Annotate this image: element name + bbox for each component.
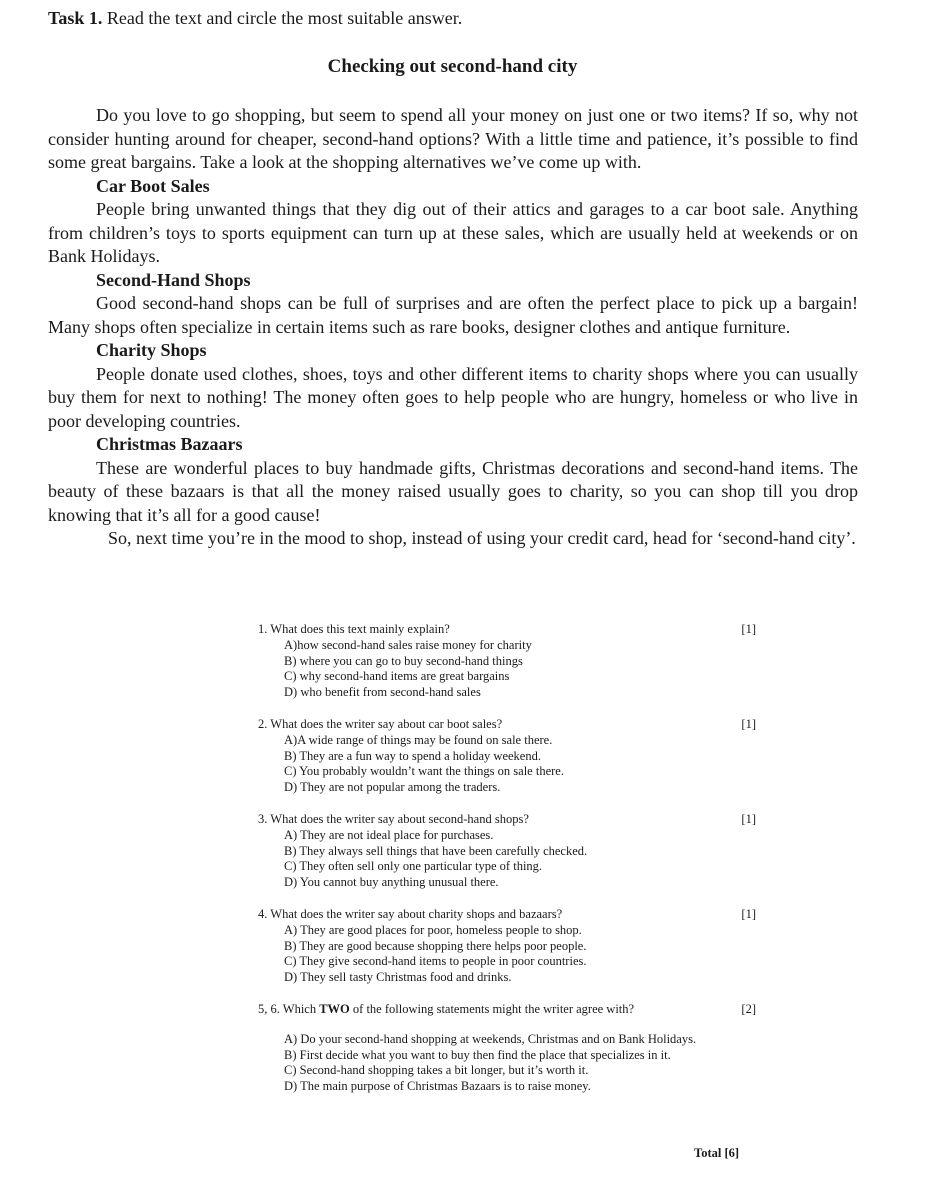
- intro-paragraph: Do you love to go shopping, but seem to spend all your money on just one or two items? If so, why not consider hunting around for cheaper, second-hand options? With a little time and patience, it’s possible to find some great bargains. Take a look at the shopping alternatives we’ve come up with.: [48, 105, 858, 172]
- question-text: 5, 6. Which TWO of the following statements might the writer agree with?: [258, 1001, 635, 1016]
- section-text-second-hand-shops: Good second-hand shops can be full of surprises and are often the perfect place to pick up a bargain! Many shops often specialize in certain items such as rare books, designer clothes and antique furniture.: [48, 293, 858, 337]
- section-text-charity-shops: People donate used clothes, shoes, toys and other different items to charity shops where you can usually buy them for next to nothing! The money often goes to help people who are hungry, homeless or who live in poor developing countries.: [48, 363, 858, 431]
- question-marks: [2]: [741, 1001, 756, 1016]
- article-body: [48, 104, 858, 551]
- answer-option-d[interactable]: D) You cannot buy anything unusual there.: [284, 875, 499, 890]
- answer-option-b[interactable]: B) where you can go to buy second-hand things: [284, 653, 523, 668]
- answer-option-b[interactable]: B) First decide what you want to buy then find the place that specializes in it.: [284, 1047, 671, 1062]
- section-heading-second-hand-shops: Second-Hand Shops: [96, 269, 251, 290]
- question-text: 4. What does the writer say about charity shops and bazaars?: [258, 906, 563, 921]
- answer-option-c[interactable]: C) They often sell only one particular type of thing.: [284, 859, 543, 874]
- question-marks: [1]: [741, 906, 756, 921]
- questions-list: [258, 622, 758, 1111]
- answer-option-b[interactable]: B) They always sell things that have been carefully checked.: [284, 843, 588, 858]
- answer-option-a[interactable]: A)A wide range of things may be found on sale there.: [284, 732, 553, 747]
- answer-option-d[interactable]: D) They are not popular among the traders.: [284, 780, 501, 795]
- section-heading-christmas-bazaars: Christmas Bazaars: [96, 434, 243, 454]
- answer-option-a[interactable]: A) They are not ideal place for purchases.: [284, 827, 494, 842]
- question-text: 3. What does the writer say about second-hand shops?: [258, 811, 529, 826]
- question-5-6: [258, 1002, 758, 1095]
- total-marks: Total [6]: [694, 1146, 740, 1160]
- question-marks: [1]: [741, 622, 756, 636]
- article-title: Checking out second-hand city: [327, 56, 578, 77]
- section-heading-charity-shops: Charity Shops: [96, 340, 207, 360]
- closing-paragraph: So, next time you’re in the mood to shop, instead of using your credit card, head for ‘second-hand city’.: [108, 528, 856, 548]
- section-text-car-boot-sales: People bring unwanted things that they dig out of their attics and garages to a car boot sale. Anything from children’s toys to sports equipment can turn up at these sales, which are usually held at weekends or on Bank Holidays.: [48, 199, 858, 266]
- task-label: Task 1.: [48, 8, 103, 28]
- answer-option-b[interactable]: B) They are good because shopping there helps poor people.: [284, 938, 587, 953]
- answer-option-c[interactable]: C) Second-hand shopping takes a bit longer, but it’s worth it.: [284, 1063, 589, 1078]
- question-emphasis: TWO: [319, 1001, 350, 1016]
- answer-option-b[interactable]: B) They are a fun way to spend a holiday weekend.: [284, 748, 541, 763]
- question-text: 2. What does the writer say about car boot sales?: [258, 716, 503, 731]
- question-2: [258, 717, 758, 796]
- answer-option-c[interactable]: C) why second-hand items are great bargains: [284, 669, 510, 684]
- question-4: [258, 907, 758, 986]
- section-text-christmas-bazaars: These are wonderful places to buy handmade gifts, Christmas decorations and second-hand items. The beauty of these bazaars is that all the money raised usually goes to charity, so you can shop till you drop knowing that it’s all for a good cause!: [48, 457, 858, 525]
- answer-option-d[interactable]: D) The main purpose of Christmas Bazaars is to raise money.: [284, 1079, 591, 1094]
- question-3: [258, 812, 758, 891]
- question-marks: [1]: [741, 716, 756, 731]
- task-text: Read the text and circle the most suitable answer.: [106, 8, 463, 28]
- answer-option-d[interactable]: D) They sell tasty Christmas food and drinks.: [284, 970, 512, 985]
- question-1: [258, 622, 758, 701]
- answer-option-d[interactable]: D) who benefit from second-hand sales: [284, 685, 481, 700]
- answer-option-a[interactable]: A)how second-hand sales raise money for charity: [284, 637, 532, 652]
- answer-option-a[interactable]: A) Do your second-hand shopping at weekends, Christmas and on Bank Holidays.: [284, 1031, 697, 1046]
- question-text: 1. What does this text mainly explain?: [258, 622, 450, 636]
- answer-option-a[interactable]: A) They are good places for poor, homeless people to shop.: [284, 922, 582, 937]
- task-instruction: [48, 8, 462, 29]
- answer-option-c[interactable]: C) You probably wouldn’t want the things on sale there.: [284, 764, 564, 779]
- question-marks: [1]: [741, 811, 756, 826]
- section-heading-car-boot-sales: Car Boot Sales: [96, 175, 210, 196]
- answer-option-c[interactable]: C) They give second-hand items to people in poor countries.: [284, 954, 587, 969]
